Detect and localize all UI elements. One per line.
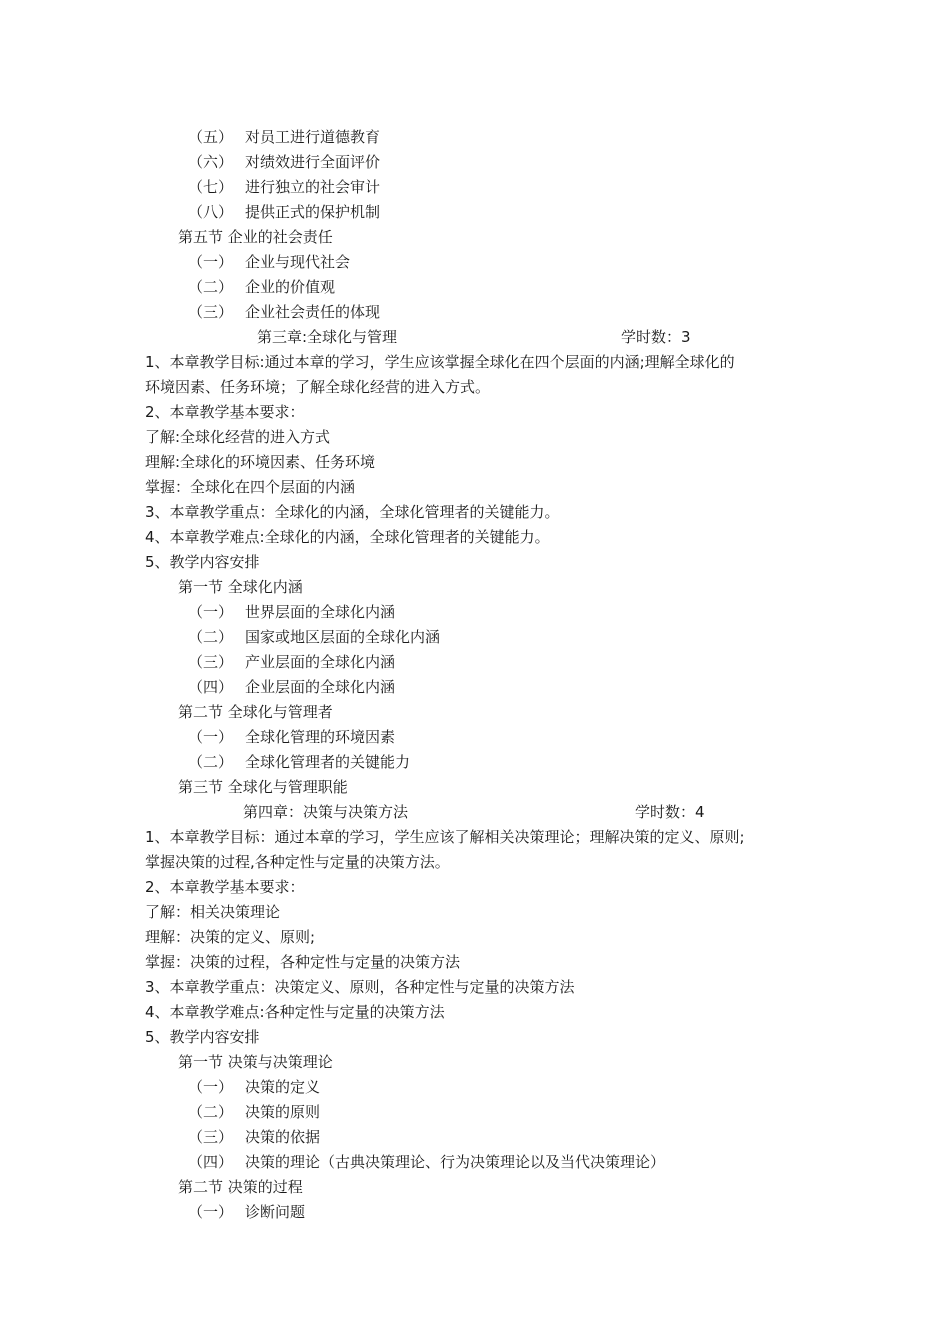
item-text: 决策的理论（古典决策理论、行为决策理论以及当代决策理论）: [245, 1153, 666, 1171]
paragraph-line: 4、本章教学难点:全球化的内涵，全球化管理者的关键能力。: [145, 528, 550, 546]
item-text: 企业层面的全球化内涵: [245, 678, 396, 696]
item-text: 决策的定义: [245, 1078, 321, 1096]
paragraph-line: 1、本章教学目标：通过本章的学习，学生应该了解相关决策理论；理解决策的定义、原则;: [145, 828, 745, 846]
list-item: [188, 1200, 305, 1225]
item-number: （二）: [188, 1103, 234, 1121]
item-text: 产业层面的全球化内涵: [245, 653, 396, 671]
item-text: 进行独立的社会审计: [245, 178, 381, 196]
list-item: [188, 275, 335, 300]
item-text: 企业社会责任的体现: [245, 303, 381, 321]
paragraph-line: 5、教学内容安排: [145, 553, 260, 571]
item-text: 全球化管理的环境因素: [245, 728, 396, 746]
item-number: （四）: [188, 1153, 234, 1171]
list-item: [188, 300, 380, 325]
item-number: （五）: [188, 128, 234, 146]
paragraph-line: 2、本章教学基本要求：: [145, 403, 305, 421]
item-text: 全球化管理者的关键能力: [245, 753, 411, 771]
item-number: （一）: [188, 1078, 234, 1096]
item-number: （六）: [188, 153, 234, 171]
paragraph-line: 掌握决策的过程,各种定性与定量的决策方法。: [145, 853, 450, 871]
list-item: [188, 650, 395, 675]
item-number: （二）: [188, 628, 234, 646]
list-item: [188, 250, 350, 275]
chapter-hours: 学时数：4: [635, 803, 705, 821]
list-item: [188, 175, 380, 200]
section-heading: 第五节 企业的社会责任: [178, 228, 333, 246]
chapter-title: 第四章：决策与决策方法: [243, 803, 409, 821]
item-text: 诊断问题: [245, 1203, 306, 1221]
list-item: [188, 625, 440, 650]
item-number: （二）: [188, 753, 234, 771]
paragraph-line: 5、教学内容安排: [145, 1028, 260, 1046]
item-text: 企业与现代社会: [245, 253, 351, 271]
list-item: [188, 200, 380, 225]
section-heading: 第一节 全球化内涵: [178, 578, 303, 596]
paragraph-line: 了解:全球化经营的进入方式: [145, 428, 331, 446]
item-number: （三）: [188, 653, 234, 671]
section-heading: 第一节 决策与决策理论: [178, 1053, 333, 1071]
section-heading: 第三节 全球化与管理职能: [178, 778, 348, 796]
list-item: [188, 1100, 320, 1125]
paragraph-line: 3、本章教学重点：全球化的内涵，全球化管理者的关键能力。: [145, 503, 560, 521]
item-number: （一）: [188, 253, 234, 271]
item-number: （一）: [188, 603, 234, 621]
section-heading: 第二节 决策的过程: [178, 1178, 303, 1196]
item-text: 企业的价值观: [245, 278, 336, 296]
chapter-title: 第三章:全球化与管理: [257, 328, 398, 346]
item-text: 对绩效进行全面评价: [245, 153, 381, 171]
list-item: [188, 600, 395, 625]
item-number: （三）: [188, 1128, 234, 1146]
paragraph-line: 3、本章教学重点：决策定义、原则，各种定性与定量的决策方法: [145, 978, 575, 996]
paragraph-line: 环境因素、任务环境；了解全球化经营的进入方式。: [145, 378, 491, 396]
paragraph-line: 理解:全球化的环境因素、任务环境: [145, 453, 376, 471]
list-item: [188, 1075, 320, 1100]
item-text: 决策的原则: [245, 1103, 321, 1121]
item-number: （一）: [188, 1203, 234, 1221]
paragraph-line: 2、本章教学基本要求：: [145, 878, 305, 896]
item-number: （七）: [188, 178, 234, 196]
item-text: 世界层面的全球化内涵: [245, 603, 396, 621]
list-item: [188, 725, 395, 750]
section-heading: 第二节 全球化与管理者: [178, 703, 333, 721]
list-item: [188, 125, 380, 150]
list-item: [188, 750, 410, 775]
paragraph-line: 4、本章教学难点:各种定性与定量的决策方法: [145, 1003, 445, 1021]
paragraph-line: 1、本章教学目标:通过本章的学习，学生应该掌握全球化在四个层面的内涵;理解全球化的: [145, 353, 735, 371]
paragraph-line: 掌握：全球化在四个层面的内涵: [145, 478, 356, 496]
item-text: 提供正式的保护机制: [245, 203, 381, 221]
item-number: （二）: [188, 278, 234, 296]
paragraph-line: 了解：相关决策理论: [145, 903, 281, 921]
list-item: [188, 1150, 665, 1175]
item-number: （三）: [188, 303, 234, 321]
chapter-hours: 学时数：3: [621, 328, 691, 346]
item-text: 国家或地区层面的全球化内涵: [245, 628, 441, 646]
item-text: 对员工进行道德教育: [245, 128, 381, 146]
list-item: [188, 675, 395, 700]
item-number: （八）: [188, 203, 234, 221]
item-number: （四）: [188, 678, 234, 696]
paragraph-line: 理解：决策的定义、原则;: [145, 928, 316, 946]
item-text: 决策的依据: [245, 1128, 321, 1146]
item-number: （一）: [188, 728, 234, 746]
list-item: [188, 1125, 320, 1150]
list-item: [188, 150, 380, 175]
paragraph-line: 掌握：决策的过程，各种定性与定量的决策方法: [145, 953, 461, 971]
